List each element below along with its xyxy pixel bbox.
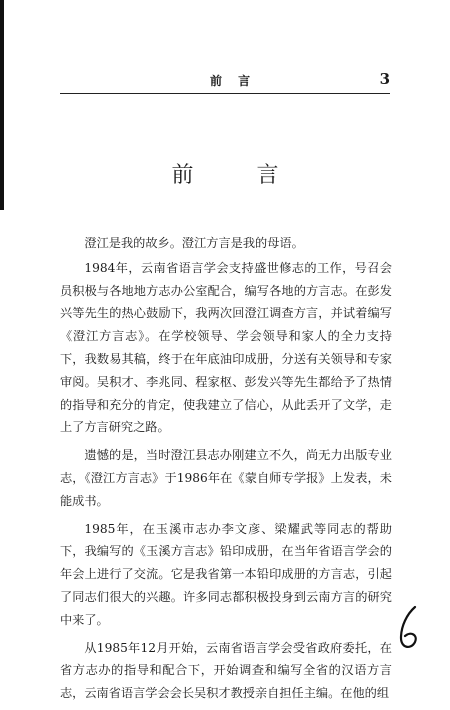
- handwritten-page-mark: [396, 604, 422, 652]
- running-header: [60, 72, 390, 88]
- paragraph: 遗憾的是，当时澄江县志办刚建立不久，尚无力出版专业志，《澄江方言志》于1986年在《蒙自师专学报》上发表，未能成书。: [60, 448, 392, 508]
- page-number: 3: [379, 70, 390, 88]
- header-rule: [60, 93, 390, 94]
- chapter-title: 前 言: [171, 163, 307, 188]
- paragraph: 1984年，云南省语言学会支持盛世修志的工作，号召会员积极与各地地方志办公室配合，编写各地的方言志。在彭发兴等先生的热心鼓励下，我两次回澄江调查方言，并试着编写《澄江方言志》。在学校领导、学会领导和家人的全力支持下，我数易其稿，终于在年底油印成册，分送有关领导和专家审阅。吴积才、李兆同、程家枢、彭发兴等先生都给予了热情的指导和充分的肯定，使我建立了信心，从此丢开了文学，走上了方言研究之路。: [60, 260, 392, 435]
- paragraph: 澄江是我的故乡。澄江方言是我的母语。: [84, 236, 304, 250]
- paragraph: 从1985年12月开始，云南省语言学会受省政府委托，在省方志办的指导和配合下，开始调查和编写全省的汉语方言志，云南省语言学会会长吴积才教授亲自担任主编。在他的组: [60, 640, 392, 701]
- running-title: 前 言: [210, 74, 257, 88]
- body-text: [60, 232, 392, 710]
- paragraph: 1985年，在玉溪市志办李文彦、梁耀武等同志的帮助下，我编写的《玉溪方言志》铅印成册，在当年省语言学会的年会上进行了交流。它是我省第一本铅印成册的方言志，引起了同志们很大的兴趣。许多同志都积极投身到云南方言的研究中来了。: [60, 521, 392, 627]
